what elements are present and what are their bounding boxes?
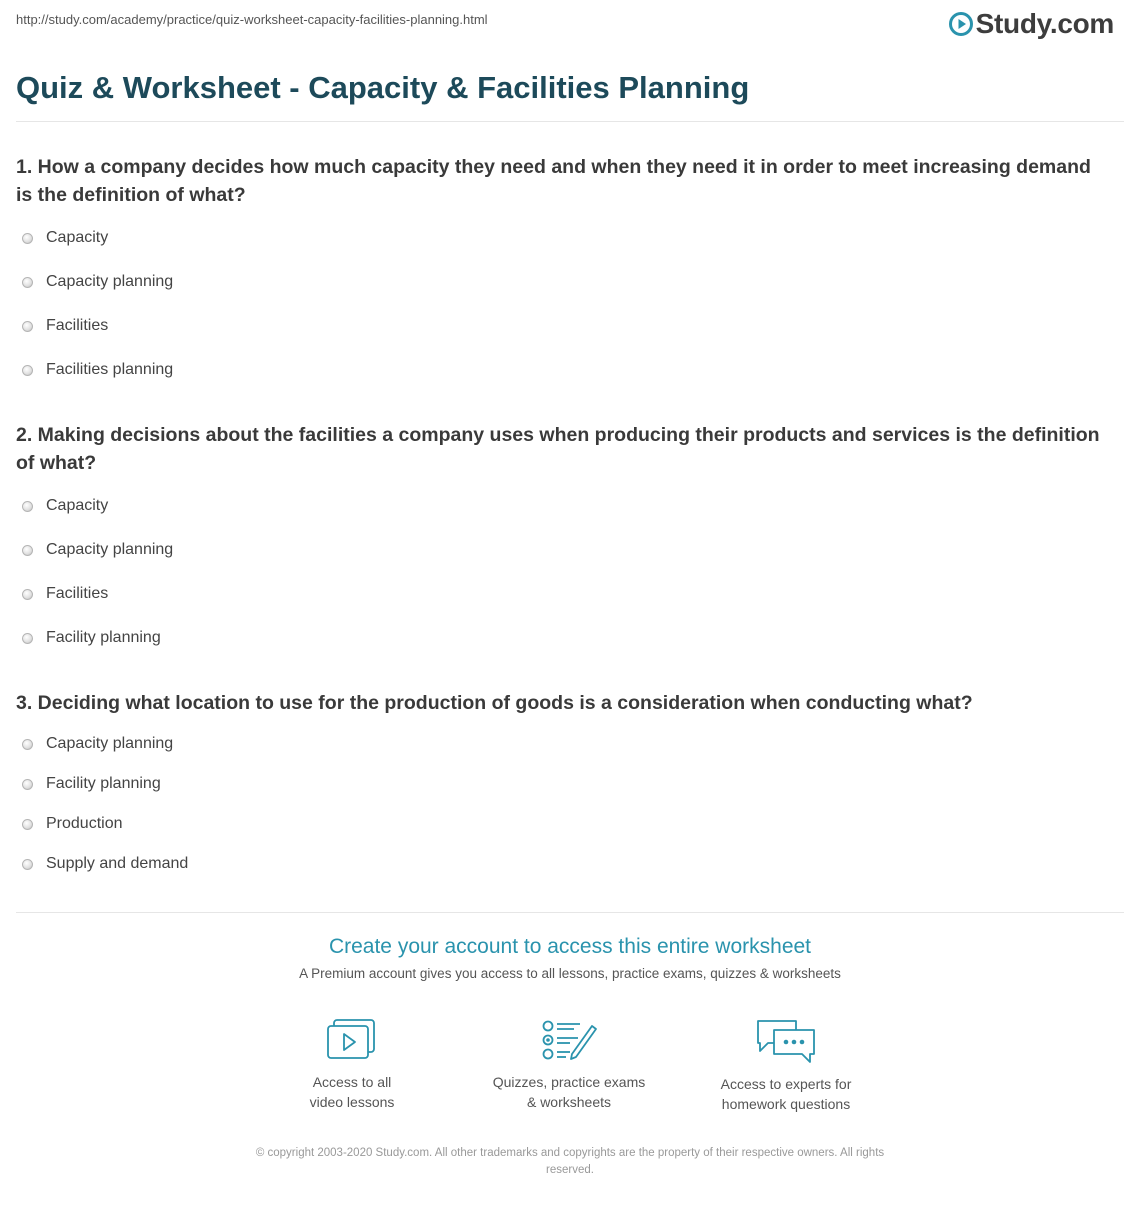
option-label: Capacity planning bbox=[46, 735, 174, 752]
create-account-link[interactable]: Create your account to access this entire worksheet bbox=[328, 935, 812, 958]
q2-option-3[interactable] bbox=[22, 582, 108, 606]
radio-button[interactable] bbox=[22, 545, 33, 556]
study-logo[interactable] bbox=[949, 8, 1114, 40]
option-label: Capacity planning bbox=[46, 273, 174, 290]
radio-button[interactable] bbox=[22, 859, 33, 870]
radio-button[interactable] bbox=[22, 779, 33, 790]
feature-label: Access to experts for homework questions bbox=[720, 1076, 852, 1112]
q1-option-4[interactable] bbox=[22, 358, 173, 382]
video-lessons-icon bbox=[325, 1018, 379, 1062]
q1-option-3[interactable] bbox=[22, 314, 108, 338]
option-label: Facilities bbox=[46, 585, 109, 602]
premium-description: A Premium account gives you access to all lessons, practice exams, quizzes & worksheets bbox=[299, 966, 841, 981]
option-label: Facility planning bbox=[46, 775, 161, 792]
play-circle-logo-icon bbox=[949, 12, 973, 36]
question-2: 2. Making decisions about the facilities a company uses when producing their products and services is the definition of what? bbox=[16, 424, 1100, 474]
q1-option-2[interactable] bbox=[22, 270, 173, 294]
option-label: Production bbox=[46, 815, 123, 832]
feature-label: Access to all video lessons bbox=[309, 1074, 395, 1110]
title-divider bbox=[16, 121, 1124, 122]
feature-quizzes bbox=[474, 1018, 664, 1112]
option-label: Facilities bbox=[46, 317, 109, 334]
option-label: Capacity planning bbox=[46, 541, 174, 558]
radio-button[interactable] bbox=[22, 321, 33, 332]
copyright-notice: © copyright 2003-2020 Study.com. All other trademarks and copyrights are the property of their respective owners. All rights reserved. bbox=[255, 1147, 885, 1176]
radio-button[interactable] bbox=[22, 589, 33, 600]
feature-experts bbox=[691, 1018, 881, 1114]
section-divider bbox=[16, 912, 1124, 913]
q3-option-2[interactable] bbox=[22, 772, 161, 796]
option-label: Facility planning bbox=[46, 629, 161, 646]
radio-button[interactable] bbox=[22, 633, 33, 644]
quiz-checklist-icon bbox=[540, 1018, 598, 1062]
question-1: 1. How a company decides how much capacity they need and when they need it in order to meet increasing demand is the definition of what? bbox=[16, 156, 1091, 206]
option-label: Supply and demand bbox=[46, 855, 189, 872]
radio-button[interactable] bbox=[22, 819, 33, 830]
chat-bubbles-icon bbox=[754, 1018, 818, 1064]
feature-video-lessons bbox=[257, 1018, 447, 1112]
page-title: Quiz & Worksheet - Capacity & Facilities Planning bbox=[16, 70, 750, 105]
question-3: 3. Deciding what location to use for the production of goods is a consideration when conducting what? bbox=[16, 692, 973, 714]
radio-button[interactable] bbox=[22, 501, 33, 512]
option-label: Facilities planning bbox=[46, 361, 174, 378]
radio-button[interactable] bbox=[22, 365, 33, 376]
page-url: http://study.com/academy/practice/quiz-worksheet-capacity-facilities-planning.html bbox=[16, 12, 488, 27]
feature-label: Quizzes, practice exams & worksheets bbox=[492, 1074, 646, 1110]
q3-option-3[interactable] bbox=[22, 812, 123, 836]
q2-option-2[interactable] bbox=[22, 538, 173, 562]
q3-option-1[interactable] bbox=[22, 732, 173, 756]
logo-text: Study.com bbox=[975, 8, 1114, 39]
q3-option-4[interactable] bbox=[22, 852, 188, 876]
option-label: Capacity bbox=[46, 229, 109, 246]
q2-option-4[interactable] bbox=[22, 626, 161, 650]
q2-option-1[interactable] bbox=[22, 494, 108, 518]
radio-button[interactable] bbox=[22, 739, 33, 750]
option-label: Capacity bbox=[46, 497, 109, 514]
radio-button[interactable] bbox=[22, 233, 33, 244]
radio-button[interactable] bbox=[22, 277, 33, 288]
q1-option-1[interactable] bbox=[22, 226, 108, 250]
